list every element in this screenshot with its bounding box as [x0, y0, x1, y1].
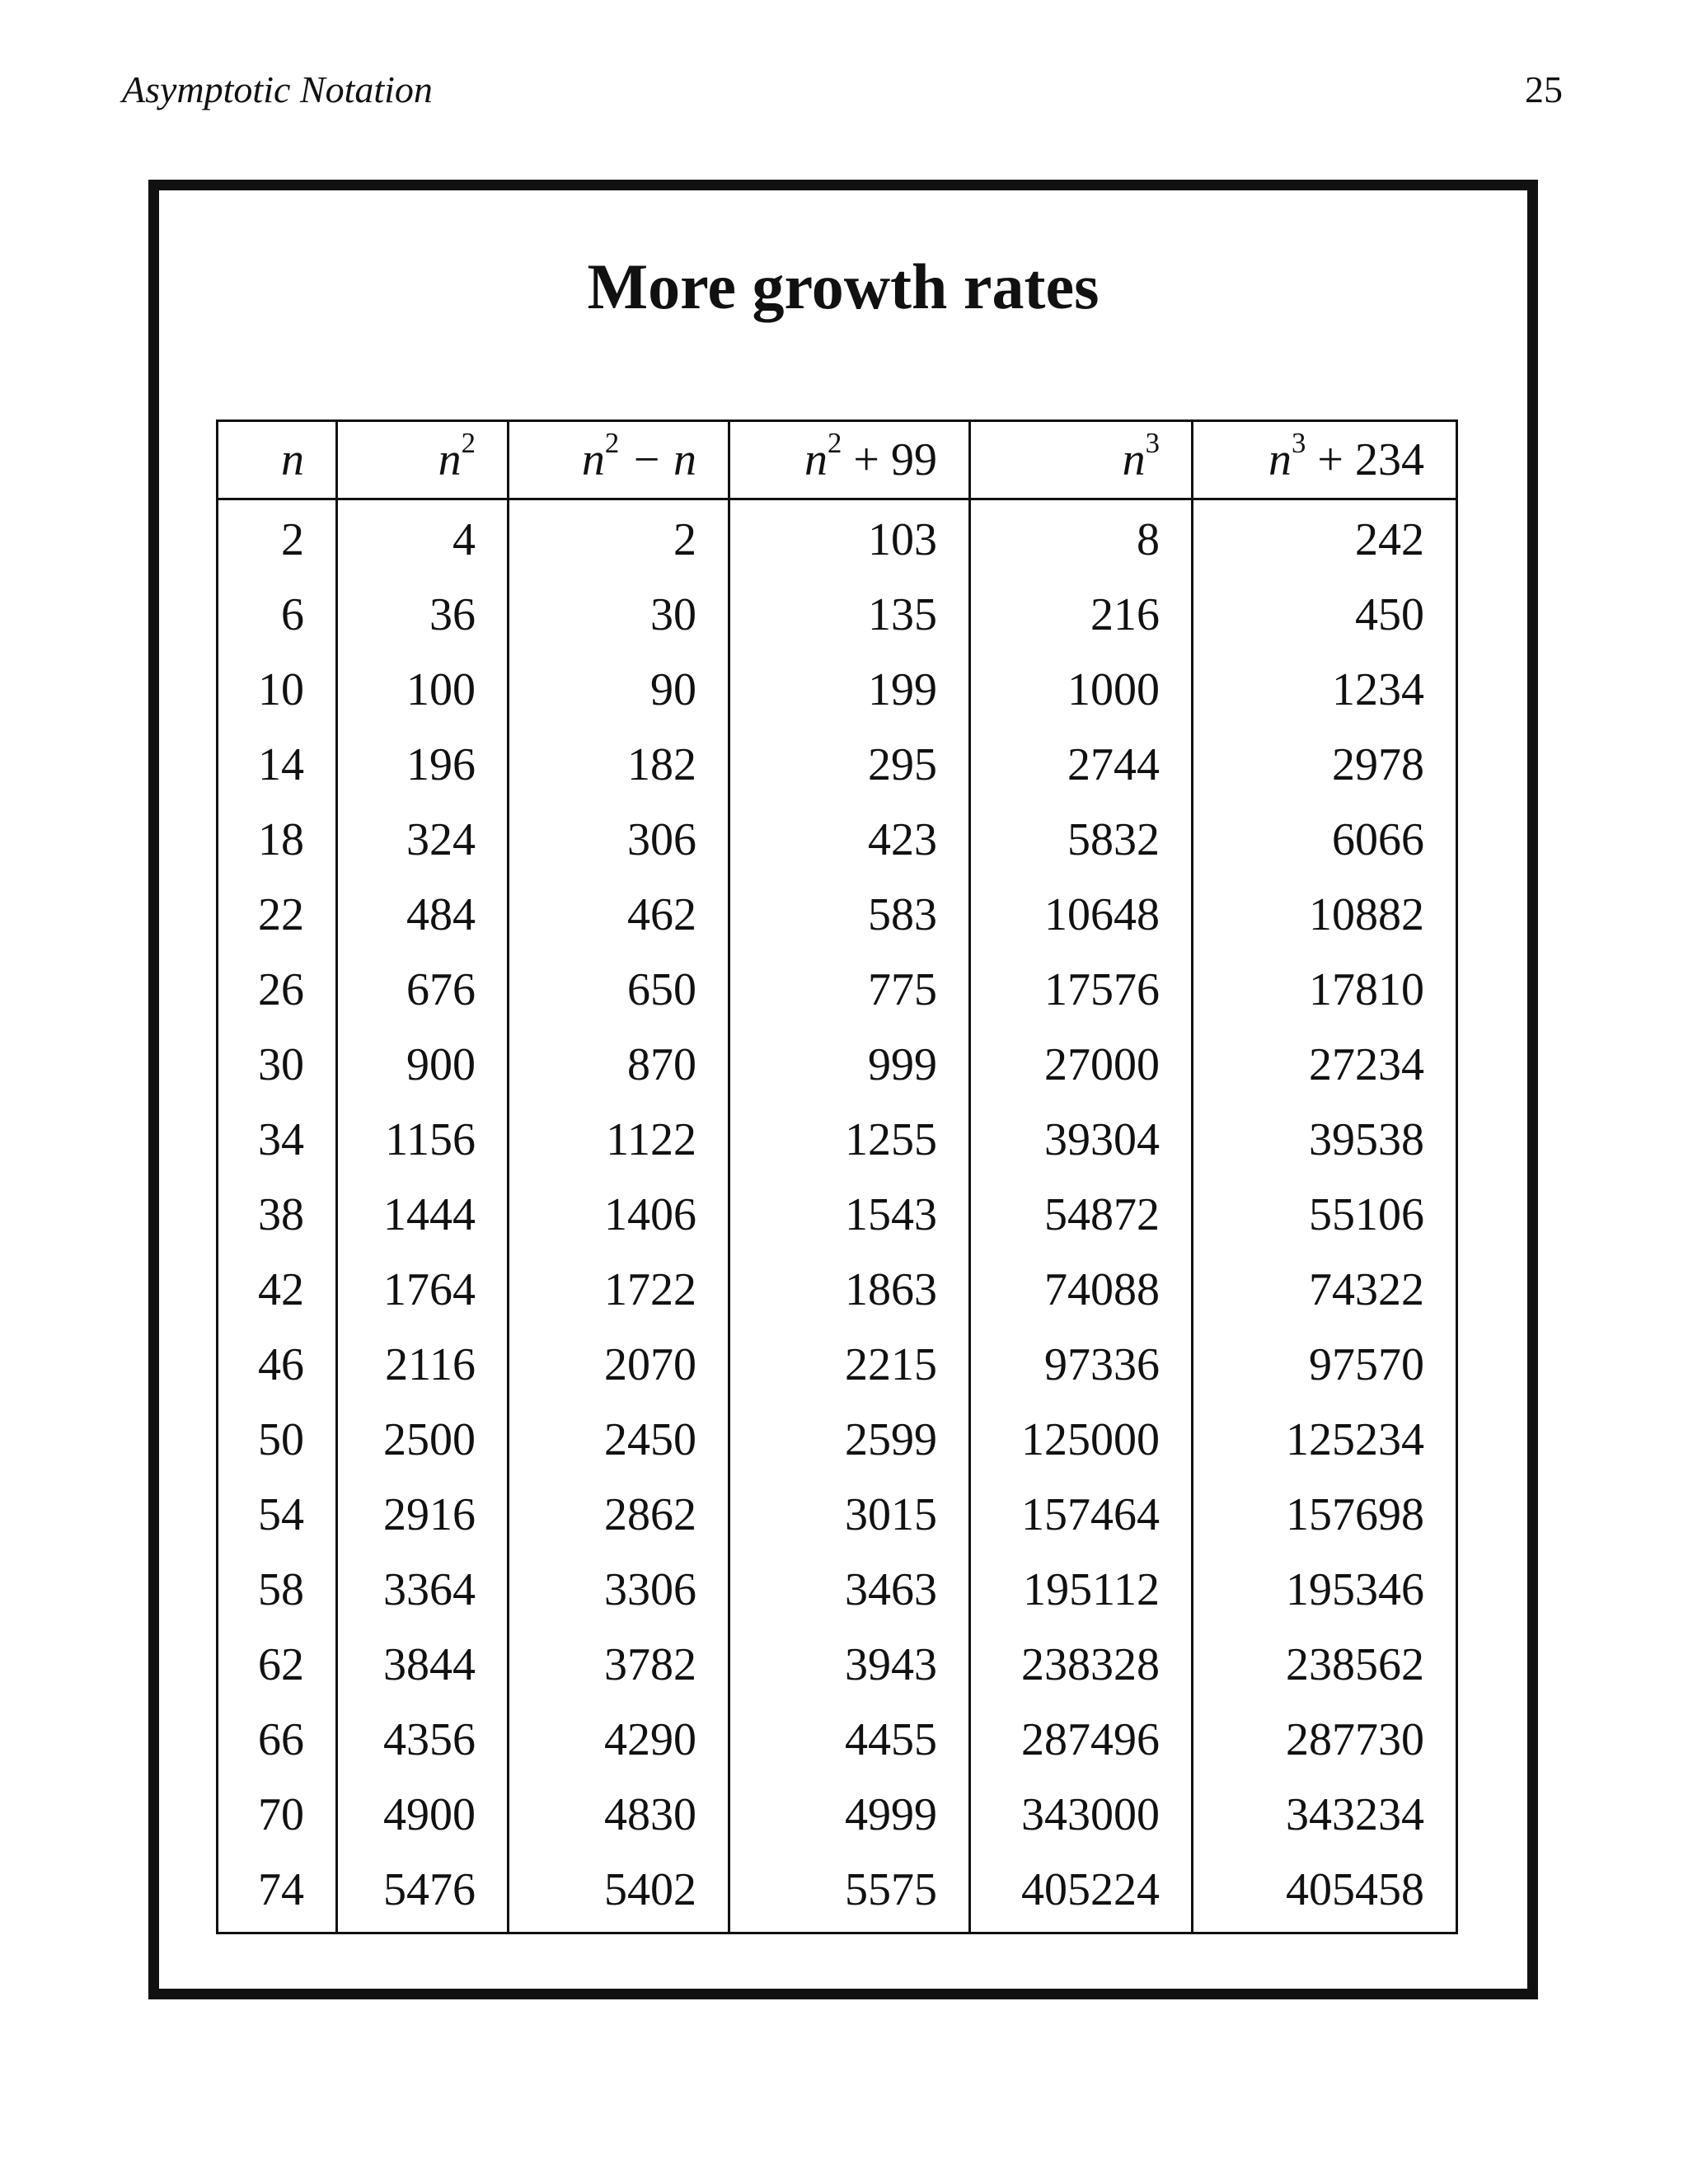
cell-n-squared-plus-99: 135: [729, 577, 970, 652]
cell-n-squared-minus-n: 182: [509, 727, 729, 802]
cell-n: 74: [218, 1852, 337, 1933]
cell-n: 66: [218, 1702, 337, 1777]
cell-n-squared: 4356: [337, 1702, 509, 1777]
header-n-squared-minus-n: [509, 421, 729, 499]
cell-n-squared: 4: [337, 499, 509, 578]
page-number: 25: [1525, 68, 1563, 110]
cell-n-cubed: 195112: [970, 1552, 1193, 1627]
table-row: [218, 1477, 1457, 1552]
cell-n-squared-plus-99: 103: [729, 499, 970, 578]
header-var: n: [281, 434, 304, 485]
cell-n-squared-minus-n: 870: [509, 1027, 729, 1102]
cell-n-squared: 2116: [337, 1327, 509, 1402]
cell-n: 54: [218, 1477, 337, 1552]
header-n-cubed-plus-234: [1193, 421, 1457, 499]
cell-n-cubed-plus-234: 27234: [1193, 1027, 1457, 1102]
cell-n-cubed-plus-234: 405458: [1193, 1852, 1457, 1933]
cell-n-squared-minus-n: 30: [509, 577, 729, 652]
table-row: [218, 1777, 1457, 1852]
cell-n-cubed: 238328: [970, 1627, 1193, 1702]
cell-n-squared: 100: [337, 652, 509, 727]
cell-n-squared-plus-99: 4999: [729, 1777, 970, 1852]
cell-n-cubed-plus-234: 74322: [1193, 1252, 1457, 1327]
header-var: n: [804, 434, 828, 485]
cell-n: 2: [218, 499, 337, 578]
cell-n-squared-minus-n: 462: [509, 877, 729, 952]
cell-n-squared: 3364: [337, 1552, 509, 1627]
cell-n-cubed: 125000: [970, 1402, 1193, 1477]
cell-n-squared-plus-99: 1863: [729, 1252, 970, 1327]
table-row: [218, 1027, 1457, 1102]
cell-n-cubed: 8: [970, 499, 1193, 578]
cell-n-cubed: 2744: [970, 727, 1193, 802]
cell-n: 18: [218, 802, 337, 877]
table-body: [218, 499, 1457, 1933]
cell-n-squared-plus-99: 2215: [729, 1327, 970, 1402]
cell-n-squared: 1444: [337, 1177, 509, 1252]
table-row: [218, 802, 1457, 877]
cell-n-squared-minus-n: 1122: [509, 1102, 729, 1177]
running-head: Asymptotic Notation: [122, 68, 433, 110]
cell-n-squared-minus-n: 650: [509, 952, 729, 1027]
cell-n-squared-minus-n: 4290: [509, 1702, 729, 1777]
table-row: [218, 1402, 1457, 1477]
cell-n: 70: [218, 1777, 337, 1852]
cell-n-cubed: 97336: [970, 1327, 1193, 1402]
cell-n-cubed: 27000: [970, 1027, 1193, 1102]
cell-n-squared: 2500: [337, 1402, 509, 1477]
cell-n-cubed: 1000: [970, 652, 1193, 727]
cell-n: 38: [218, 1177, 337, 1252]
cell-n-squared: 2916: [337, 1477, 509, 1552]
header-var: n: [438, 434, 462, 485]
cell-n-cubed: 343000: [970, 1777, 1193, 1852]
cell-n-cubed-plus-234: 1234: [1193, 652, 1457, 727]
cell-n-cubed-plus-234: 242: [1193, 499, 1457, 578]
header-exponent: 2: [604, 426, 620, 459]
cell-n-squared-plus-99: 2599: [729, 1402, 970, 1477]
header-n: [218, 421, 337, 499]
cell-n-squared-plus-99: 1255: [729, 1102, 970, 1177]
table-row: [218, 577, 1457, 652]
cell-n-cubed: 5832: [970, 802, 1193, 877]
table-row: [218, 1327, 1457, 1402]
cell-n-squared-minus-n: 306: [509, 802, 729, 877]
cell-n: 34: [218, 1102, 337, 1177]
table-row: [218, 652, 1457, 727]
header-var: n: [581, 434, 605, 485]
cell-n-squared: 36: [337, 577, 509, 652]
cell-n-squared-minus-n: 1406: [509, 1177, 729, 1252]
cell-n-cubed: 74088: [970, 1252, 1193, 1327]
cell-n-cubed-plus-234: 125234: [1193, 1402, 1457, 1477]
header-n-squared-plus-99: [729, 421, 970, 499]
growth-rates-table: [216, 419, 1458, 1934]
cell-n-squared-minus-n: 1722: [509, 1252, 729, 1327]
table-header-row: [218, 421, 1457, 499]
cell-n-squared-plus-99: 199: [729, 652, 970, 727]
slide-frame: [148, 180, 1538, 1999]
cell-n: 42: [218, 1252, 337, 1327]
cell-n-squared-plus-99: 999: [729, 1027, 970, 1102]
cell-n-squared-plus-99: 3015: [729, 1477, 970, 1552]
cell-n-cubed-plus-234: 157698: [1193, 1477, 1457, 1552]
cell-n-squared: 1764: [337, 1252, 509, 1327]
header-rest: − n: [619, 434, 696, 485]
header-n-squared: [337, 421, 509, 499]
cell-n-squared-plus-99: 5575: [729, 1852, 970, 1933]
cell-n-cubed-plus-234: 17810: [1193, 952, 1457, 1027]
cell-n-cubed: 405224: [970, 1852, 1193, 1933]
cell-n-cubed: 17576: [970, 952, 1193, 1027]
cell-n-cubed: 54872: [970, 1177, 1193, 1252]
table-row: [218, 1627, 1457, 1702]
cell-n-squared: 1156: [337, 1102, 509, 1177]
header-exponent: 2: [461, 426, 476, 459]
cell-n-squared-minus-n: 3306: [509, 1552, 729, 1627]
slide-title: More growth rates: [587, 251, 1100, 322]
cell-n-squared-plus-99: 3943: [729, 1627, 970, 1702]
cell-n-squared-plus-99: 775: [729, 952, 970, 1027]
table-row: [218, 1552, 1457, 1627]
cell-n-cubed: 157464: [970, 1477, 1193, 1552]
cell-n-squared-minus-n: 90: [509, 652, 729, 727]
cell-n: 10: [218, 652, 337, 727]
header-rest: + 99: [842, 434, 937, 485]
table-row: [218, 499, 1457, 578]
table-row: [218, 1252, 1457, 1327]
cell-n-squared: 324: [337, 802, 509, 877]
cell-n-squared-plus-99: 583: [729, 877, 970, 952]
table-row: [218, 727, 1457, 802]
cell-n-squared: 676: [337, 952, 509, 1027]
cell-n-squared-minus-n: 2862: [509, 1477, 729, 1552]
cell-n-squared-plus-99: 4455: [729, 1702, 970, 1777]
cell-n: 50: [218, 1402, 337, 1477]
cell-n: 46: [218, 1327, 337, 1402]
table-row: [218, 877, 1457, 952]
cell-n-cubed-plus-234: 450: [1193, 577, 1457, 652]
table-row: [218, 1852, 1457, 1933]
cell-n-squared-minus-n: 2070: [509, 1327, 729, 1402]
cell-n-cubed: 39304: [970, 1102, 1193, 1177]
cell-n-squared-minus-n: 2450: [509, 1402, 729, 1477]
table-row: [218, 1102, 1457, 1177]
cell-n: 22: [218, 877, 337, 952]
cell-n-cubed-plus-234: 97570: [1193, 1327, 1457, 1402]
cell-n: 14: [218, 727, 337, 802]
table-row: [218, 1702, 1457, 1777]
cell-n: 58: [218, 1552, 337, 1627]
header-exponent: 3: [1292, 426, 1306, 459]
cell-n-cubed-plus-234: 39538: [1193, 1102, 1457, 1177]
cell-n-squared: 5476: [337, 1852, 509, 1933]
cell-n-squared-plus-99: 295: [729, 727, 970, 802]
cell-n: 62: [218, 1627, 337, 1702]
cell-n-squared: 3844: [337, 1627, 509, 1702]
cell-n-squared: 4900: [337, 1777, 509, 1852]
cell-n-squared: 196: [337, 727, 509, 802]
header-exponent: 2: [828, 426, 842, 459]
table-row: [218, 952, 1457, 1027]
cell-n-squared: 900: [337, 1027, 509, 1102]
header-n-cubed: [970, 421, 1193, 499]
cell-n-cubed-plus-234: 238562: [1193, 1627, 1457, 1702]
cell-n-squared: 484: [337, 877, 509, 952]
cell-n-cubed: 216: [970, 577, 1193, 652]
header-exponent: 3: [1145, 426, 1160, 459]
header-rest: + 234: [1306, 434, 1424, 485]
cell-n-cubed: 287496: [970, 1702, 1193, 1777]
cell-n-cubed-plus-234: 10882: [1193, 877, 1457, 952]
cell-n-cubed-plus-234: 287730: [1193, 1702, 1457, 1777]
cell-n-squared-minus-n: 2: [509, 499, 729, 578]
cell-n-squared-plus-99: 3463: [729, 1552, 970, 1627]
cell-n-squared-minus-n: 3782: [509, 1627, 729, 1702]
cell-n-cubed: 10648: [970, 877, 1193, 952]
cell-n-cubed-plus-234: 343234: [1193, 1777, 1457, 1852]
cell-n-squared-minus-n: 4830: [509, 1777, 729, 1852]
cell-n-cubed-plus-234: 2978: [1193, 727, 1457, 802]
table-row: [218, 1177, 1457, 1252]
cell-n-squared-plus-99: 1543: [729, 1177, 970, 1252]
header-var: n: [1122, 434, 1146, 485]
cell-n: 26: [218, 952, 337, 1027]
cell-n-cubed-plus-234: 6066: [1193, 802, 1457, 877]
cell-n-cubed-plus-234: 55106: [1193, 1177, 1457, 1252]
cell-n-squared-plus-99: 423: [729, 802, 970, 877]
cell-n: 6: [218, 577, 337, 652]
cell-n-squared-minus-n: 5402: [509, 1852, 729, 1933]
header-var: n: [1268, 434, 1292, 485]
cell-n-cubed-plus-234: 195346: [1193, 1552, 1457, 1627]
cell-n: 30: [218, 1027, 337, 1102]
